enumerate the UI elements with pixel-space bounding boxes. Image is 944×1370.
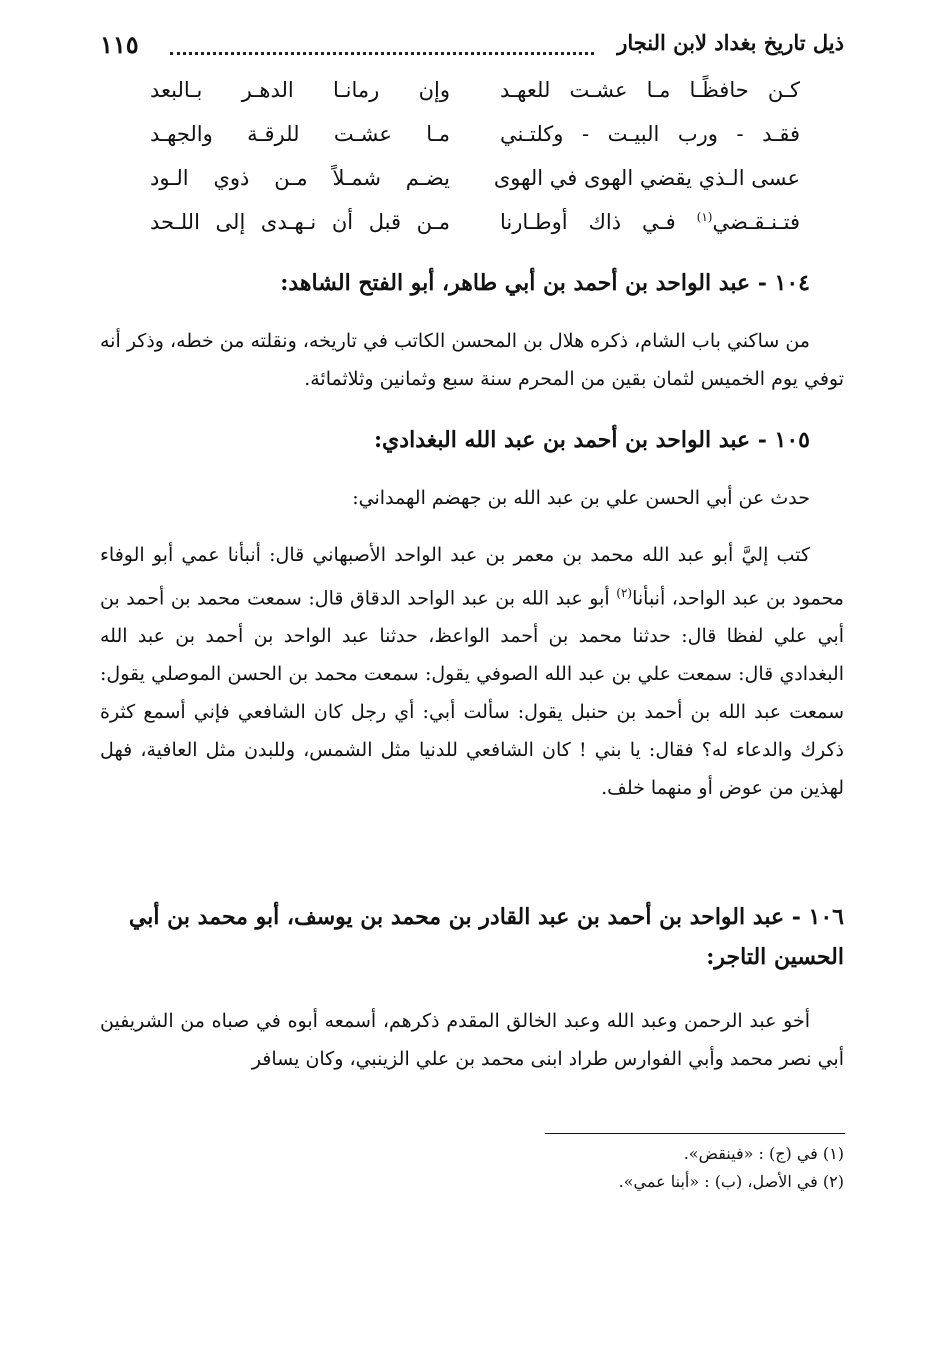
footnotes <box>100 1140 844 1196</box>
isnad-paragraph <box>100 536 844 807</box>
footnote-separator <box>545 1133 845 1134</box>
verse-second-hemistich: وإن رمانـا الدهـر بـالبعد <box>150 78 450 102</box>
verse <box>150 122 800 166</box>
page-number: ١١٥ <box>100 30 139 59</box>
verse <box>150 166 800 210</box>
page-header <box>100 30 844 66</box>
poem <box>150 78 800 254</box>
running-title: ذيل تاريخ بغداد لابن النجار <box>617 30 844 55</box>
entry-paragraph: من ساكني باب الشام، ذكره هلال بن المحسن الكاتب في تاريخه، ونقلته من خطه، وذكر أنه توفي يوم الخميس لثمان بقين من المحرم سنة سبع وثمانين وثلاثمائة. <box>100 330 844 390</box>
entry-paragraph: حدث عن أبي الحسن علي بن عبد الله بن جهضم الهمداني: <box>352 487 810 509</box>
verse-second-hemistich: يضـم شمـلاً مـن ذوي الـود <box>150 166 450 190</box>
footnote: (٢) في الأصل، (ب) : «أبنا عمي». <box>618 1172 844 1191</box>
verse-text: فتـنـقـضي <box>712 210 800 234</box>
verse <box>150 210 800 254</box>
isnad-text: كتب إليَّ أبو عبد الله محمد بن معمر بن عبد الواحد الأصبهاني قال: أنبأنا عمي أبو الوفاء محمود بن عبد الواحد، أنبأنا <box>100 544 844 610</box>
verse-first-hemistich: كـن حافظًـا مـا عشـت للعهـد <box>500 78 800 102</box>
verse <box>150 78 800 122</box>
verse-first-hemistich <box>500 210 800 234</box>
entry-paragraph: أخو عبد الرحمن وعبد الله وعبد الخالق المقدم ذكرهم، أسمعه أبوه في صباه من الشريفين أبي نصر محمد وأبي الفوارس طراد ابنى محمد بن علي الزينبي، وكان يسافر <box>100 1010 844 1070</box>
entry-heading: ١٠٤ - عبد الواحد بن أحمد بن أبي طاهر، أبو الفتح الشاهد: <box>280 270 810 296</box>
footnote: (١) في (ج) : «فينقض». <box>683 1144 844 1163</box>
verse-second-hemistich: مـن قبل أن نـهـدى إلى اللـحد <box>150 210 450 234</box>
verse-first-hemistich: فقـد - ورب البيـت - وكلتـني <box>500 122 800 146</box>
entry-heading: ١٠٦ - عبد الواحد بن أحمد بن عبد القادر بن محمد بن يوسف، أبو محمد بن أبي الحسين التاجر: <box>128 904 844 970</box>
footnote-ref[interactable]: (١) <box>696 210 713 224</box>
header-dot-leader <box>170 52 594 55</box>
entry-heading: ١٠٥ - عبد الواحد بن أحمد بن عبد الله البغدادي: <box>373 427 810 453</box>
verse-second-hemistich: مـا عشـت للرقـة والجهـد <box>150 122 450 146</box>
verse-first-hemistich: عسى الـذي يقضي الهوى في الهوى <box>493 166 800 190</box>
isnad-text: أبو عبد الله بن عبد الواحد الدقاق قال: سمعت محمد بن أحمد بن أبي علي لفظا قال: حدثنا محمد بن أحمد الواعظ، حدثنا عبد الواحد بن أحمد بن عبد الله البغدادي قال: سمعت علي بن عبد الله الصوفي يقول: سمعت محمد بن الحسن الموصلي يقول: سمعت عبد الله بن أحمد بن حنبل يقول: سألت أبي: أي رجل كان الشافعي فإني أسمع كثرة ذكرك والدعاء له؟ فقال: يا بني ! كان الشافعي للدنيا مثل الشمس، وللبدن مثل العافية، فهل لهذين من عوض أو منهما خلف. <box>100 587 844 800</box>
footnote-ref[interactable]: (٢) <box>616 586 633 600</box>
verse-text: فـي ذاك أوطـارنا <box>500 210 697 234</box>
